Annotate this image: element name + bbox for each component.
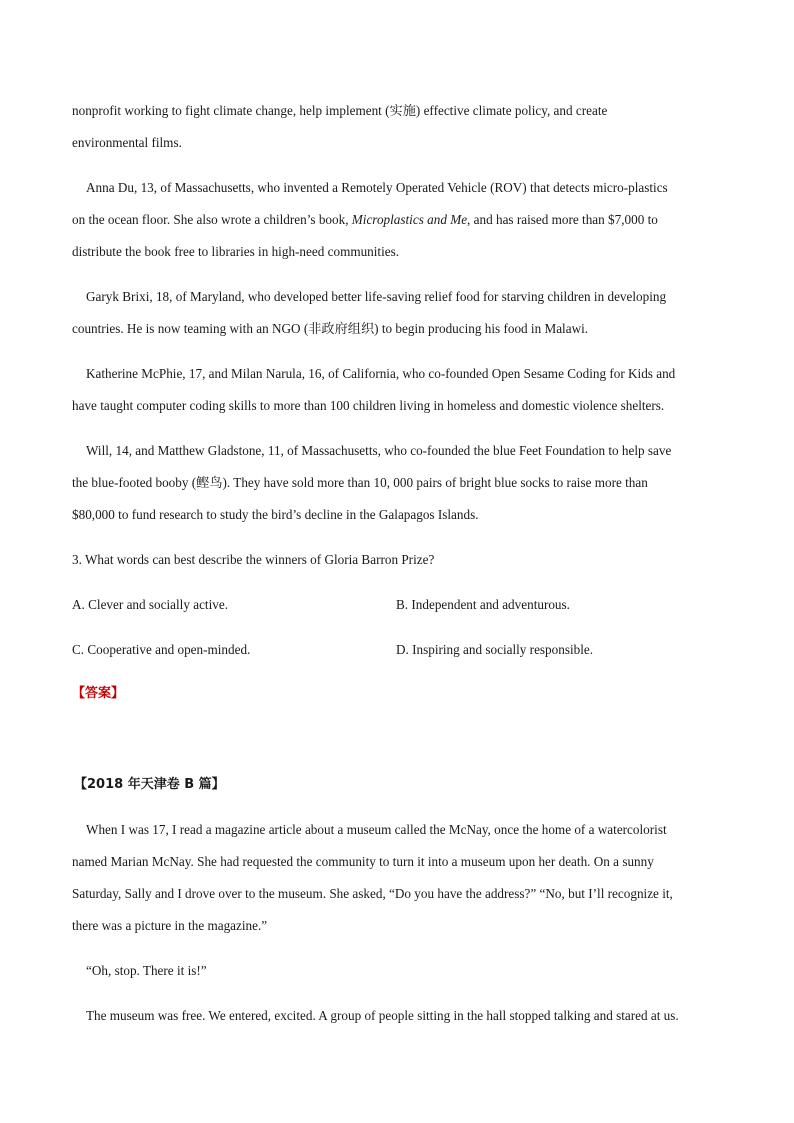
- text-line: the blue-footed booby (鲣鸟). They have sold more than 10, 000 pairs of bright blue socks to raise more than: [72, 475, 648, 490]
- text-line: Saturday, Sally and I drove over to the museum. She asked, “Do you have the address?” “No, but I’ll recognize it,: [72, 886, 673, 901]
- option-c: C. Cooperative and open-minded.: [72, 642, 251, 657]
- option-a: A. Clever and socially active.: [72, 597, 228, 612]
- text-line: have taught computer coding skills to more than 100 children living in homeless and domestic violence shelters.: [72, 398, 665, 413]
- text-segment: on the ocean floor. She also wrote a children’s book,: [72, 212, 352, 227]
- text-line: nonprofit working to fight climate change, help implement (实施) effective climate policy, and create: [72, 103, 608, 118]
- text-line: Anna Du, 13, of Massachusetts, who invented a Remotely Operated Vehicle (ROV) that detects micro-plastics: [86, 180, 668, 195]
- text-line: environmental films.: [72, 135, 182, 150]
- text-line: there was a picture in the magazine.”: [72, 918, 268, 933]
- section-title: 【2018 年天津卷 B 篇】: [74, 777, 225, 792]
- text-line: countries. He is now teaming with an NGO (非政府组织) to begin producing his food in Malawi.: [72, 321, 589, 336]
- question-stem: 3. What words can best describe the winners of Gloria Barron Prize?: [72, 552, 435, 567]
- text-line: named Marian McNay. She had requested the community to turn it into a museum upon her death. On a sunny: [72, 854, 654, 869]
- option-d: D. Inspiring and socially responsible.: [396, 642, 594, 657]
- text-line: Will, 14, and Matthew Gladstone, 11, of Massachusetts, who co-founded the blue Feet Foundation to help save: [86, 443, 672, 458]
- book-title: Microplastics and Me: [351, 212, 468, 227]
- text-line: Katherine McPhie, 17, and Milan Narula, 16, of California, who co-founded Open Sesame Coding for Kids and: [86, 366, 676, 381]
- text-line: distribute the book free to libraries in high-need communities.: [72, 244, 400, 259]
- text-line: “Oh, stop. There it is!”: [86, 963, 207, 978]
- option-b: B. Independent and adventurous.: [396, 597, 570, 612]
- text-line: The museum was free. We entered, excited. A group of people sitting in the hall stopped talking and stared at us.: [86, 1008, 679, 1023]
- text-segment: , and has raised more than $7,000 to: [467, 212, 658, 227]
- text-line: [72, 212, 658, 228]
- text-line: Garyk Brixi, 18, of Maryland, who developed better life-saving relief food for starving children in developing: [86, 289, 667, 304]
- text-line: When I was 17, I read a magazine article about a museum called the McNay, once the home of a watercolorist: [86, 822, 667, 837]
- text-line: $80,000 to fund research to study the bird’s decline in the Galapagos Islands.: [72, 507, 479, 522]
- answer-label: 【答案】: [72, 686, 125, 701]
